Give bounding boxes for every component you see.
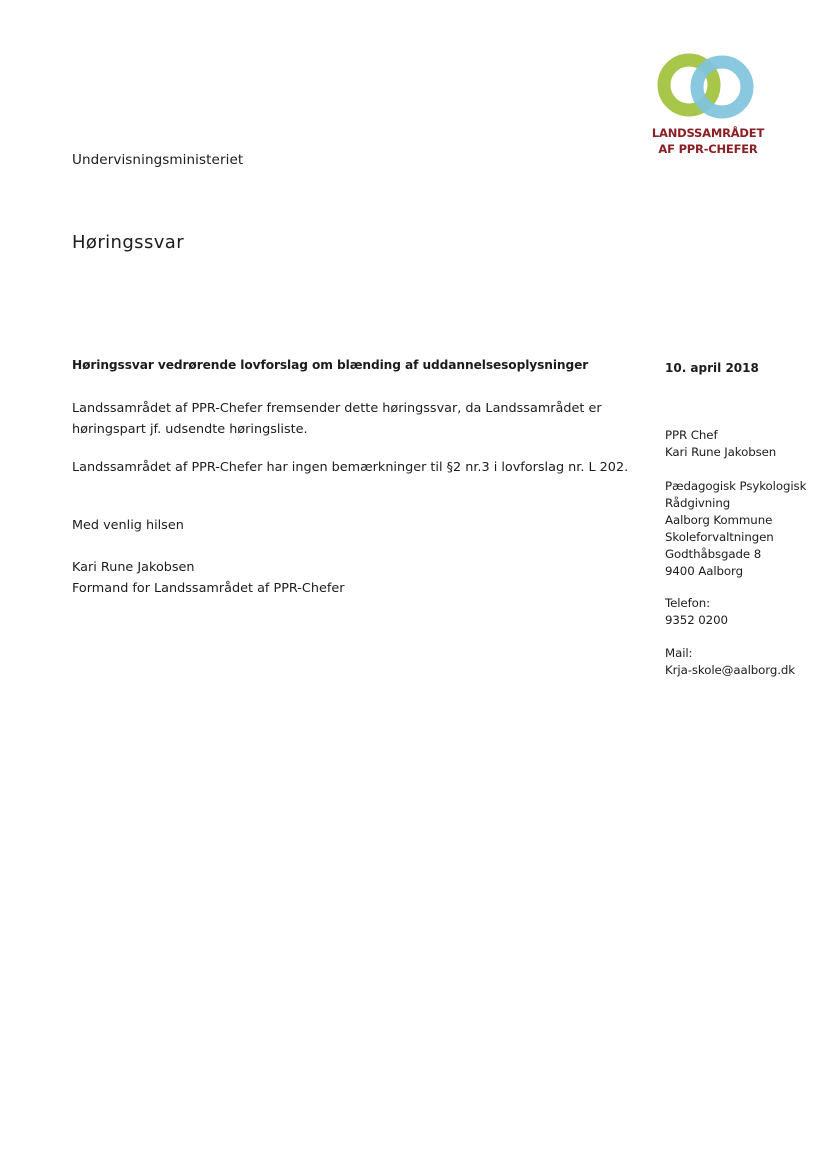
phone-number: 9352 0200 [665,613,728,627]
signer-name: Kari Rune Jakobsen [72,560,195,575]
contact-address-line: 9400 Aalborg [665,564,743,578]
phone-label: Telefon: [665,596,711,610]
mail-label: Mail: [665,646,693,660]
contact-address-line: Pædagogisk Psykologisk [665,479,807,493]
document-type-heading: Høringssvar [72,232,185,253]
subject-line: Høringssvar vedrørende lovforslag om blænding af uddannelsesoplysninger [72,358,589,372]
logo-right-ring [697,62,747,112]
recipient: Undervisningsministeriet [72,152,244,168]
closing-greeting: Med venlig hilsen [72,518,184,533]
mail-address: Krja-skole@aalborg.dk [665,663,795,677]
body-paragraph-2: Landssamrådet af PPR-Chefer har ingen bemærkninger til §2 nr.3 i lovforslag nr. L 202. [72,460,629,475]
contact-address-line: Godthåbsgade 8 [665,547,762,561]
signer-title: Formand for Landssamrådet af PPR-Chefer [72,581,345,596]
logo-line-2: AF PPR-CHEFER [658,142,758,156]
contact-name: Kari Rune Jakobsen [665,445,777,459]
body-paragraph-1: Landssamrådet af PPR-Chefer fremsender dette høringssvar, da Landssamrådet er høringspart jf. udsendte høringsliste. [72,401,602,437]
logo-line-1: LANDSSAMRÅDET [651,126,765,140]
contact-role: PPR Chef [665,428,718,442]
letter-date: 10. april 2018 [665,361,759,375]
contact-address-line: Aalborg Kommune [665,513,773,527]
contact-address-line: Rådgivning [665,496,731,510]
contact-address-line: Skoleforvaltningen [665,530,774,544]
organization-logo-text [640,125,776,157]
organization-logo-rings-icon [654,52,758,120]
